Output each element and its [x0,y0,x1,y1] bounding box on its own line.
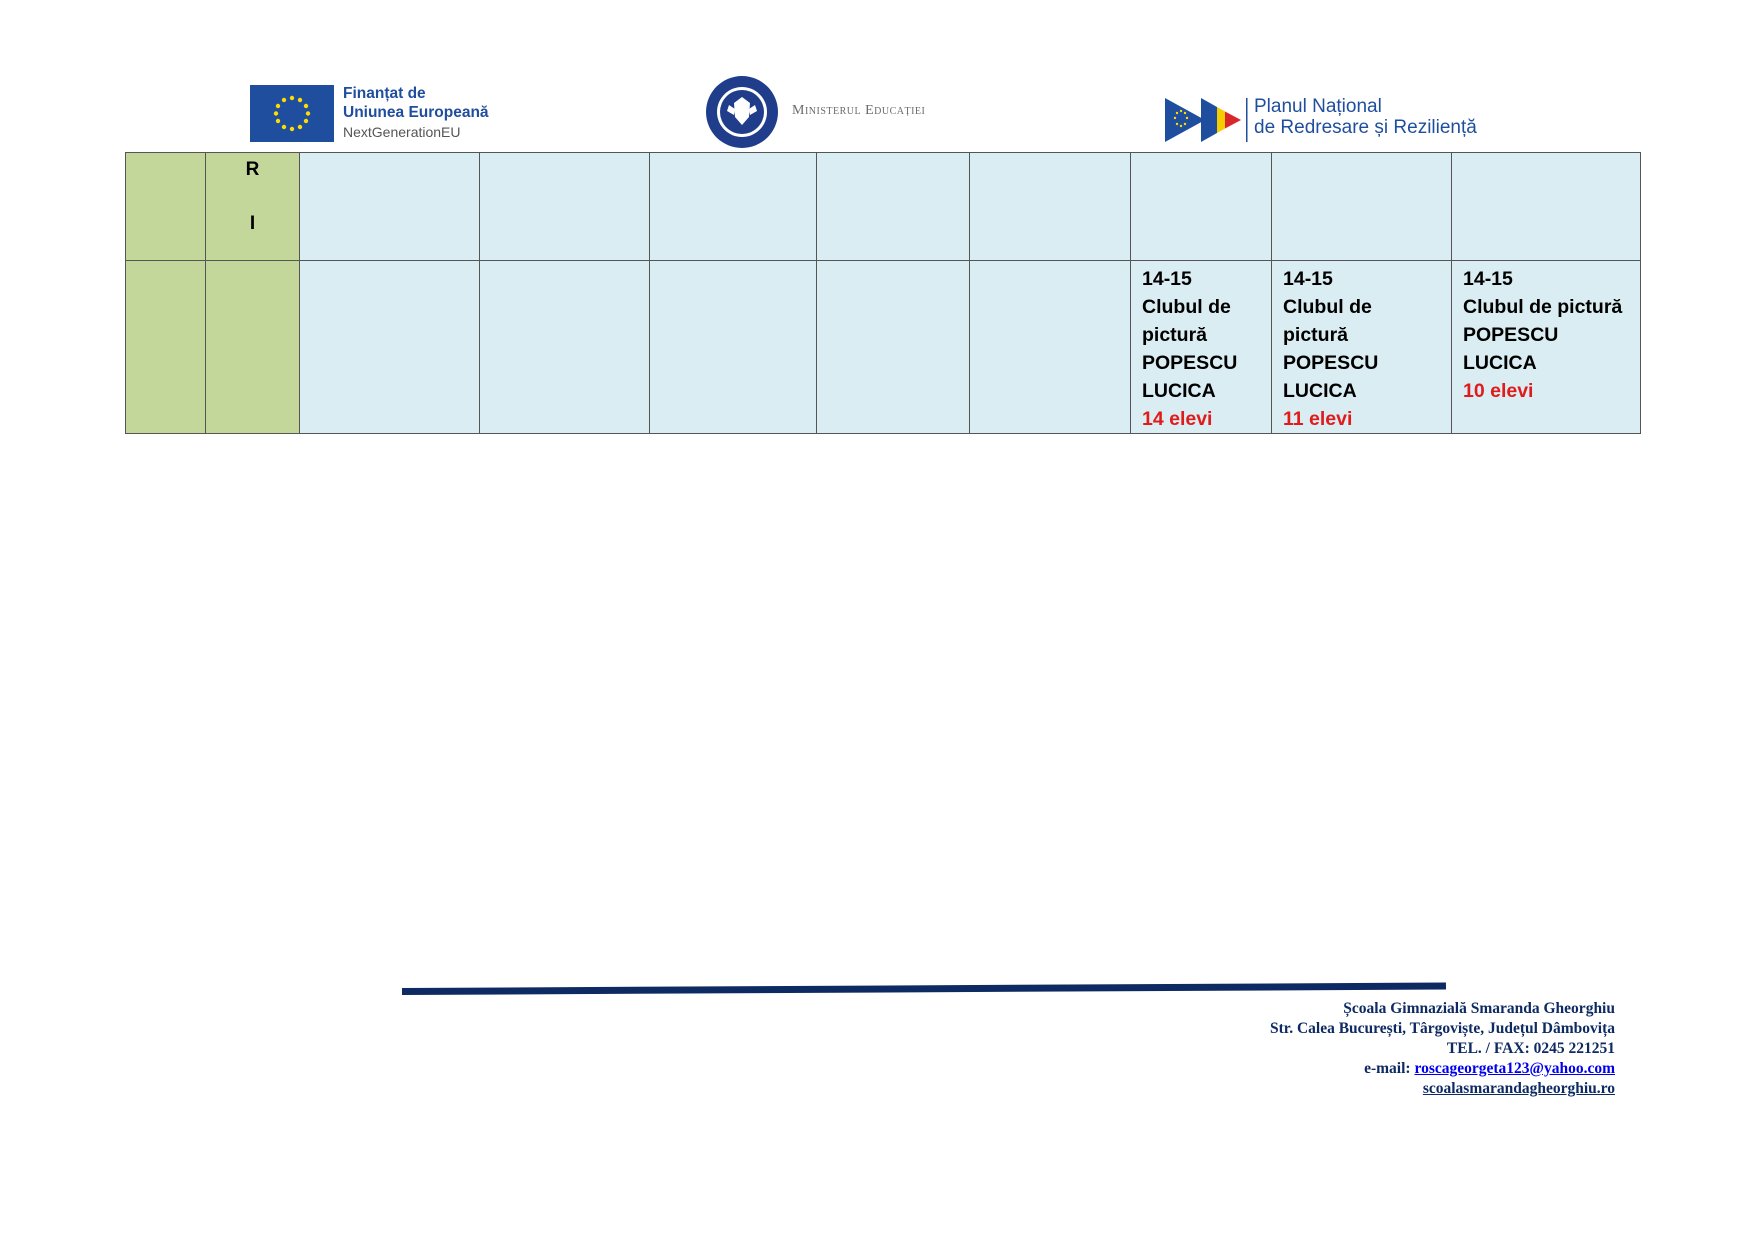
ministry-name: Ministerul Educației [792,103,926,118]
table-cell [650,261,817,434]
student-count: 10 elevi [1463,380,1534,402]
club-teacher-line: POPESCU LUCICA [1463,324,1559,374]
school-address: Str. Calea București, Târgoviște, Județul Dâmbovița [1269,1020,1615,1037]
table-cell [1452,153,1641,261]
table-cell [650,153,817,261]
eu-logo-line1: Finanțat de [343,85,426,102]
table-cell [817,261,970,434]
student-count: 14 elevi [1142,408,1213,430]
email-label: e-mail: [1364,1060,1415,1077]
table-cell [300,153,480,261]
table-cell [126,261,206,434]
pnrr-arrows-icon [1165,98,1249,142]
pnrr-logo-line1: Planul Național [1254,96,1382,117]
footer-contact [1270,999,1615,1099]
club-teacher-line: POPESCU [1142,352,1238,374]
club-teacher-line: LUCICA [1283,380,1357,402]
pnrr-logo-text [1254,96,1477,138]
table-cell [126,153,206,261]
cell-letter: R [245,159,260,180]
table-row [126,261,1641,434]
club-name-line: Clubul de pictură [1463,296,1623,318]
table-cell [480,261,650,434]
eu-logo-line3: NextGenerationEU [343,124,461,140]
club-name-line: Clubul de [1142,296,1231,318]
email-line [1270,1059,1615,1079]
eu-logo-text [343,84,518,142]
table-cell [1131,153,1272,261]
club-cell [1272,261,1452,434]
eu-logo-line2: Uniunea Europeană [343,104,489,121]
club-name-line: pictură [1283,324,1349,346]
club-teacher-line: POPESCU [1283,352,1379,374]
cell-letter: I [249,213,256,234]
table-cell [817,153,970,261]
club-time: 14-15 [1142,268,1192,290]
website-link[interactable]: scoalasmarandagheorghiu.ro [1422,1080,1615,1097]
government-seal-icon [705,75,779,149]
eu-flag-icon [250,85,334,142]
table-cell [970,153,1131,261]
club-time: 14-15 [1463,268,1513,290]
ministry-logo [705,75,975,151]
club-time: 14-15 [1283,268,1333,290]
pnrr-logo [1165,96,1515,146]
email-link[interactable]: roscageorgeta123@yahoo.com [1414,1060,1615,1077]
eu-funding-logo [250,84,510,144]
table-cell [970,261,1131,434]
table-cell [300,261,480,434]
school-name: Școala Gimnazială Smaranda Gheorghiu [1343,1000,1615,1017]
table-cell [1272,153,1452,261]
footer-divider [402,983,1446,995]
table-cell [206,261,300,434]
student-count: 11 elevi [1283,408,1353,430]
pnrr-logo-line2: de Redresare și Reziliență [1254,117,1477,138]
club-name-line: pictură [1142,324,1208,346]
club-cell [1131,261,1272,434]
table-cell [480,153,650,261]
club-cell [1452,261,1641,434]
club-name-line: Clubul de [1283,296,1372,318]
table-row [126,153,1641,261]
schedule-table [125,152,1641,434]
school-phone: TEL. / FAX: 0245 221251 [1446,1040,1615,1057]
table-cell-letters [206,153,300,261]
club-teacher-line: LUCICA [1142,380,1216,402]
